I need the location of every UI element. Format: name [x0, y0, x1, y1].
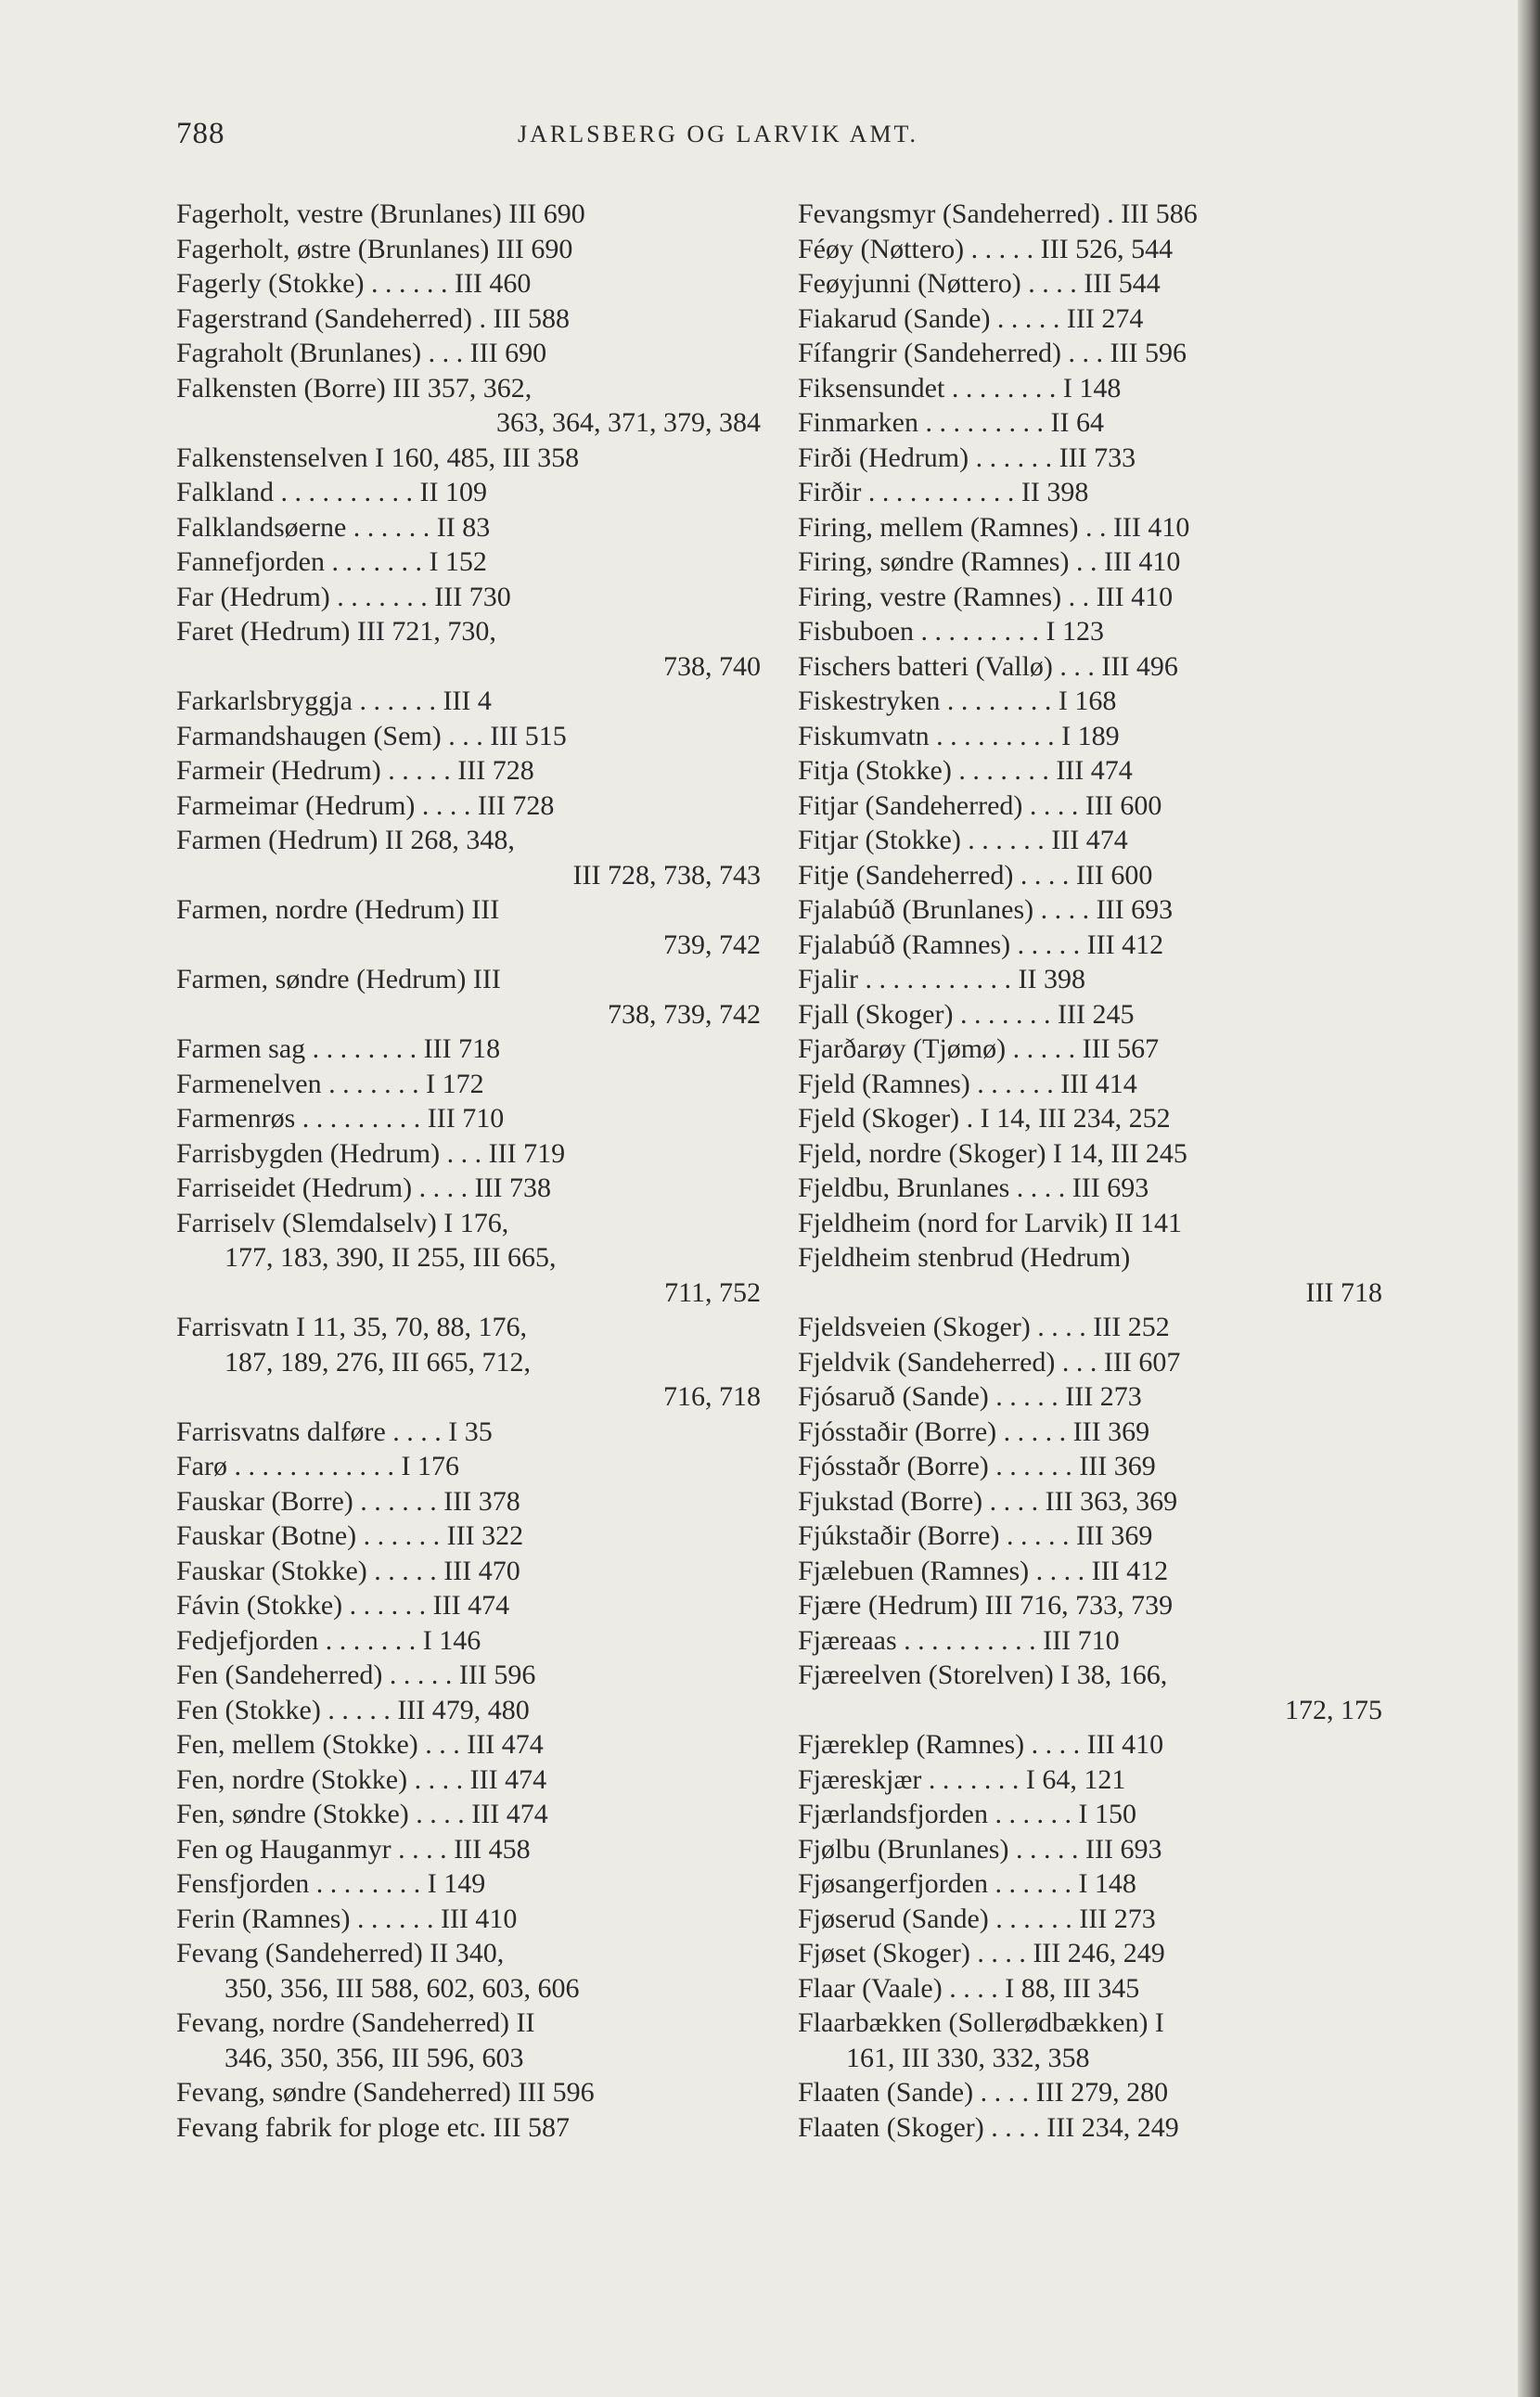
index-entry-text: Fjalir . . . . . . . . . . . II 398	[798, 964, 1085, 994]
index-entry	[798, 1449, 1382, 1484]
index-entry-text: Flaarbækken (Sollerødbækken) I	[798, 2007, 1164, 2038]
index-entry	[176, 1866, 761, 1902]
index-entry-text: Fjøset (Skoger) . . . . III 246, 249	[798, 1938, 1165, 1968]
index-entry-text: Falkensten (Borre) III 357, 362,	[176, 372, 533, 404]
index-entry	[176, 753, 761, 788]
index-entry-text: Fjeld (Ramnes) . . . . . . III 414	[798, 1068, 1137, 1099]
index-entry-text: Fjarðarøy (Tjømø) . . . . . III 567	[798, 1033, 1160, 1064]
index-entry	[798, 197, 1382, 232]
index-entry-text: Fjærlandsfjorden . . . . . . I 150	[798, 1799, 1136, 1829]
index-entry	[798, 788, 1382, 824]
index-entry-text: Fífangrir (Sandeherred) . . . III 596	[798, 338, 1187, 368]
index-entry-text: Fjósstaðir (Borre) . . . . . III 369	[798, 1416, 1150, 1447]
index-entry	[798, 1797, 1382, 1832]
index-entry-text: Farriseidet (Hedrum) . . . . III 738	[176, 1173, 552, 1203]
index-entry	[798, 266, 1382, 301]
index-entry	[798, 301, 1382, 337]
index-entry	[798, 405, 1382, 441]
index-entry-text: Fen, mellem (Stokke) . . . III 474	[176, 1729, 544, 1760]
index-entry-text: Fjeldheim stenbrud (Hedrum)	[798, 1242, 1131, 1273]
index-entry-text: Fevang (Sandeherred) II 340,	[176, 1938, 505, 1968]
index-entry	[176, 1902, 761, 1937]
index-entry-text: Fitjar (Sandeherred) . . . . III 600	[798, 789, 1162, 821]
index-entry	[176, 2006, 761, 2075]
index-entry	[176, 1658, 761, 1693]
index-entry-text: Fjalabúð (Brunlanes) . . . . III 693	[798, 894, 1174, 925]
index-entry	[798, 336, 1382, 371]
index-entry	[798, 475, 1382, 510]
index-entry-text: Fagerholt, vestre (Brunlanes) III 690	[176, 199, 585, 229]
index-entry-continuation: III 718	[1305, 1276, 1382, 1308]
index-entry	[176, 1762, 761, 1798]
index-entry	[176, 1797, 761, 1832]
index-entry-text: Fávin (Stokke) . . . . . . III 474	[176, 1590, 510, 1621]
index-entry	[798, 1345, 1382, 1380]
index-entry	[176, 371, 761, 441]
index-entry-text: Firði (Hedrum) . . . . . . III 733	[798, 442, 1136, 473]
index-entry	[176, 1415, 761, 1450]
index-entry	[798, 1484, 1382, 1519]
index-entry-text: Firing, søndre (Ramnes) . . III 410	[798, 546, 1181, 577]
index-entry-text: Fen, nordre (Stokke) . . . . III 474	[176, 1763, 547, 1795]
index-entry-text: Firing, mellem (Ramnes) . . III 410	[798, 511, 1190, 543]
index-entry-text: Faret (Hedrum) III 721, 730,	[176, 616, 496, 647]
index-entry-text: Fjøserud (Sande) . . . . . . III 273	[798, 1903, 1156, 1934]
index-entry-text: Farmandshaugen (Sem) . . . III 515	[176, 720, 567, 751]
index-entry-text: Feøyjunni (Nøttero) . . . . III 544	[798, 268, 1161, 299]
index-entry-continuation: 716, 718	[663, 1381, 761, 1412]
page-edge-shadow	[1518, 0, 1540, 2397]
index-entry	[798, 1902, 1382, 1937]
index-entry	[176, 1588, 761, 1623]
index-entry-text: Fen (Stokke) . . . . . III 479, 480	[176, 1694, 530, 1725]
index-entry	[176, 892, 761, 962]
index-entry-text: Firðir . . . . . . . . . . . II 398	[798, 477, 1089, 507]
index-entry-text: Farmeimar (Hedrum) . . . . III 728	[176, 789, 555, 821]
index-entry	[798, 1101, 1382, 1136]
index-entry	[798, 928, 1382, 963]
index-entry-continuation: 346, 350, 356, III 596, 603	[225, 2042, 524, 2073]
index-entry	[176, 510, 761, 545]
index-entry-continuation: 177, 183, 390, II 255, III 665,	[225, 1242, 557, 1273]
index-entry-continuation: 350, 356, III 588, 602, 603, 606	[225, 1972, 580, 2004]
index-entry	[176, 1101, 761, 1136]
index-entry-text: Farmen (Hedrum) II 268, 348,	[176, 825, 515, 855]
index-entry	[176, 1449, 761, 1484]
index-entry-text: Farmenrøs . . . . . . . . . III 710	[176, 1103, 505, 1134]
index-entry	[798, 1240, 1382, 1310]
index-entry-text: Fagraholt (Brunlanes) . . . III 690	[176, 338, 547, 368]
index-entry-text: Fjeldsveien (Skoger) . . . . III 252	[798, 1312, 1170, 1342]
index-entry	[176, 232, 761, 267]
index-entry-text: Firing, vestre (Ramnes) . . III 410	[798, 581, 1174, 612]
index-entry-text: Ferin (Ramnes) . . . . . . III 410	[176, 1903, 518, 1934]
index-entry-continuation: 738, 739, 742	[608, 998, 761, 1030]
index-entry-text: Féøy (Nøttero) . . . . . III 526, 544	[798, 233, 1174, 264]
index-entry-text: Fisbuboen . . . . . . . . . I 123	[798, 616, 1104, 647]
index-entry-continuation: 711, 752	[664, 1276, 761, 1308]
index-entry	[798, 858, 1382, 893]
index-entry-text: Farmen, nordre (Hedrum) III	[176, 894, 500, 925]
index-entry	[798, 1866, 1382, 1902]
index-entry-text: Fedjefjorden . . . . . . . I 146	[176, 1624, 481, 1656]
index-entry	[798, 684, 1382, 719]
index-entry-text: Fjeldvik (Sandeherred) . . . III 607	[798, 1346, 1181, 1378]
index-entry-text: Fannefjorden . . . . . . . I 152	[176, 546, 487, 577]
index-entry-text: Fjall (Skoger) . . . . . . . III 245	[798, 998, 1135, 1030]
index-entry	[176, 266, 761, 301]
index-entry-continuation: 172, 175	[1285, 1694, 1382, 1725]
index-entry	[176, 1832, 761, 1867]
index-entry-text: Fauskar (Borre) . . . . . . III 378	[176, 1485, 520, 1517]
index-entry	[176, 1206, 761, 1311]
index-entry-text: Farrisvatn I 11, 35, 70, 88, 176,	[176, 1312, 528, 1342]
index-entry	[176, 962, 761, 1032]
index-entry	[798, 892, 1382, 928]
index-entry-text: Fevangsmyr (Sandeherred) . III 586	[798, 199, 1198, 229]
index-entry	[176, 1623, 761, 1659]
index-entry	[176, 336, 761, 371]
index-entry	[176, 1727, 761, 1762]
index-entry	[176, 788, 761, 824]
index-entry	[176, 1484, 761, 1519]
index-entry-text: Fjeld, nordre (Skoger) I 14, III 245	[798, 1137, 1187, 1169]
index-entry	[176, 1032, 761, 1067]
index-entry-text: Farmeir (Hedrum) . . . . . III 728	[176, 755, 534, 786]
index-entry-text: Fjúkstaðir (Borre) . . . . . III 369	[798, 1520, 1153, 1551]
index-entry-text: Fjøsangerfjorden . . . . . . I 148	[798, 1868, 1136, 1899]
index-entry	[176, 719, 761, 754]
index-entry-text: Fjeldbu, Brunlanes . . . . III 693	[798, 1173, 1149, 1203]
index-entry-continuation: 739, 742	[663, 929, 761, 960]
index-entry-text: Far (Hedrum) . . . . . . . III 730	[176, 581, 511, 612]
index-entry-text: Fevang, nordre (Sandeherred) II	[176, 2007, 535, 2038]
index-entry	[798, 753, 1382, 788]
index-entry	[176, 614, 761, 684]
index-entry-text: Fitje (Sandeherred) . . . . III 600	[798, 859, 1153, 891]
index-entry	[798, 1379, 1382, 1415]
index-entry-text: Falkenstenselven I 160, 485, III 358	[176, 442, 580, 473]
index-entry	[798, 1658, 1382, 1727]
index-entry	[176, 545, 761, 580]
index-entry-text: Fiksensundet . . . . . . . . I 148	[798, 372, 1122, 404]
index-entry-text: Fiskestryken . . . . . . . . I 168	[798, 686, 1117, 716]
index-entry-text: Fjæreelven (Storelven) I 38, 166,	[798, 1660, 1168, 1690]
index-entry-text: Fjeldheim (nord for Larvik) II 141	[798, 1207, 1183, 1238]
index-entry	[798, 1762, 1382, 1798]
index-entry	[798, 1310, 1382, 1345]
index-entry	[176, 197, 761, 232]
index-entry	[176, 475, 761, 510]
index-entry	[798, 2110, 1382, 2146]
index-entry	[176, 1310, 761, 1415]
index-entry	[798, 1206, 1382, 1241]
index-entry-text: Fischers batteri (Vallø) . . . III 496	[798, 650, 1178, 682]
index-entry-text: Flaaten (Skoger) . . . . III 234, 249	[798, 2111, 1179, 2143]
index-entry-text: Fjæreskjær . . . . . . . I 64, 121	[798, 1763, 1126, 1795]
index-entry	[798, 823, 1382, 858]
index-entry-text: Fagerstrand (Sandeherred) . III 588	[176, 302, 570, 334]
index-entry-text: Fensfjorden . . . . . . . . I 149	[176, 1868, 486, 1899]
index-entry	[176, 1936, 761, 2006]
index-entry-continuation: III 728, 738, 743	[572, 859, 761, 891]
index-entry	[798, 1136, 1382, 1172]
index-entry	[798, 2006, 1382, 2075]
index-entry-text: Fjalabúð (Ramnes) . . . . . III 412	[798, 929, 1164, 960]
index-entry-text: Fjæreaas . . . . . . . . . . III 710	[798, 1624, 1120, 1656]
index-entry	[176, 1171, 761, 1206]
index-entry-text: Fevang fabrik for ploge etc. III 587	[176, 2111, 571, 2143]
index-entry	[798, 1171, 1382, 1206]
index-entry-text: Fjæreklep (Ramnes) . . . . III 410	[798, 1729, 1164, 1760]
index-entry-text: Fauskar (Botne) . . . . . . III 322	[176, 1520, 524, 1551]
index-entry	[798, 545, 1382, 580]
index-entry-text: Fagerholt, østre (Brunlanes) III 690	[176, 233, 573, 264]
index-entry-text: Fjósstaðr (Borre) . . . . . . III 369	[798, 1451, 1156, 1481]
index-entry	[798, 1971, 1382, 2006]
index-entry	[798, 2075, 1382, 2110]
index-entry	[798, 719, 1382, 754]
index-entry	[176, 823, 761, 892]
index-entry-text: Falklandsøerne . . . . . . II 83	[176, 511, 491, 543]
index-entry-continuation: 738, 740	[663, 650, 761, 682]
index-entry	[798, 232, 1382, 267]
index-entry-text: Fagerly (Stokke) . . . . . . III 460	[176, 268, 532, 299]
index-entry	[798, 1936, 1382, 1971]
index-entry	[176, 1554, 761, 1589]
index-entry-text: Farkarlsbryggja . . . . . . III 4	[176, 686, 492, 716]
index-entry	[176, 684, 761, 719]
index-column-right	[798, 197, 1382, 2145]
page-header	[0, 117, 1518, 154]
index-entry	[798, 1623, 1382, 1659]
index-entry	[798, 1415, 1382, 1450]
index-entry-text: Fevang, søndre (Sandeherred) III 596	[176, 2077, 595, 2108]
index-entry-text: Fitjar (Stokke) . . . . . . III 474	[798, 825, 1128, 855]
index-entry-continuation: 363, 364, 371, 379, 384	[496, 407, 761, 438]
index-entry	[798, 962, 1382, 997]
index-entry-text: Fjælebuen (Ramnes) . . . . III 412	[798, 1555, 1169, 1586]
index-entry	[798, 1588, 1382, 1623]
index-entry	[798, 1554, 1382, 1589]
index-entry-text: Fjeld (Skoger) . I 14, III 234, 252	[798, 1103, 1171, 1134]
index-entry-text: Farmen sag . . . . . . . . III 718	[176, 1033, 501, 1064]
index-entry-text: Fen, søndre (Stokke) . . . . III 474	[176, 1799, 548, 1829]
index-entry-text: Falkland . . . . . . . . . . II 109	[176, 477, 487, 507]
index-entry-text: Farmen, søndre (Hedrum) III	[176, 964, 501, 994]
index-entry-continuation: 161, III 330, 332, 358	[846, 2042, 1090, 2073]
index-entry-text: Fen (Sandeherred) . . . . . III 596	[176, 1660, 536, 1690]
index-entry-text: Fjølbu (Brunlanes) . . . . . III 693	[798, 1833, 1162, 1865]
page-number: 788	[176, 117, 225, 150]
index-entry	[798, 997, 1382, 1032]
index-entry	[798, 1067, 1382, 1102]
index-entry	[176, 441, 761, 476]
index-entry-text: Fjære (Hedrum) III 716, 733, 739	[798, 1590, 1174, 1621]
index-entry	[176, 1693, 761, 1728]
index-entry-text: Fitja (Stokke) . . . . . . . III 474	[798, 755, 1133, 786]
index-column-left	[176, 197, 761, 2145]
index-entry-text: Farrisvatns dalføre . . . . I 35	[176, 1416, 493, 1447]
index-entry-text: Finmarken . . . . . . . . . II 64	[798, 407, 1104, 438]
index-entry	[798, 1727, 1382, 1762]
index-entry	[176, 301, 761, 337]
index-entry	[798, 371, 1382, 406]
index-entry	[176, 1067, 761, 1102]
index-entry-text: Flaaten (Sande) . . . . III 279, 280	[798, 2077, 1169, 2108]
index-entry	[798, 510, 1382, 545]
index-entry	[798, 1519, 1382, 1554]
running-head: JARLSBERG OG LARVIK AMT.	[518, 121, 919, 147]
index-entry	[798, 1032, 1382, 1067]
index-entry	[176, 2110, 761, 2146]
index-entry-text: Fiskumvatn . . . . . . . . . I 189	[798, 720, 1120, 751]
index-entry-continuation: 187, 189, 276, III 665, 712,	[225, 1346, 531, 1378]
index-entry-text: Farrisbygden (Hedrum) . . . III 719	[176, 1137, 566, 1169]
index-entry	[176, 2075, 761, 2110]
index-entry-text: Fiakarud (Sande) . . . . . III 274	[798, 302, 1144, 334]
index-entry-text: Farmenelven . . . . . . . I 172	[176, 1068, 484, 1099]
index-entry-text: Farriselv (Slemdalselv) I 176,	[176, 1207, 509, 1238]
index-entry	[798, 441, 1382, 476]
index-entry-text: Fjósaruð (Sande) . . . . . III 273	[798, 1381, 1142, 1412]
index-entry-text: Flaar (Vaale) . . . . I 88, III 345	[798, 1972, 1140, 2004]
index-entry-text: Fauskar (Stokke) . . . . . III 470	[176, 1555, 520, 1586]
index-entry	[798, 649, 1382, 685]
index-entry	[176, 1519, 761, 1554]
index-entry-text: Farø . . . . . . . . . . . . I 176	[176, 1451, 459, 1481]
index-entry	[798, 1832, 1382, 1867]
index-entry-text: Fjukstad (Borre) . . . . III 363, 369	[798, 1485, 1178, 1517]
index-entry-text: Fen og Hauganmyr . . . . III 458	[176, 1833, 531, 1865]
index-entry	[798, 580, 1382, 615]
index-entry	[798, 614, 1382, 649]
index-entry	[176, 1136, 761, 1172]
index-entry	[176, 580, 761, 615]
